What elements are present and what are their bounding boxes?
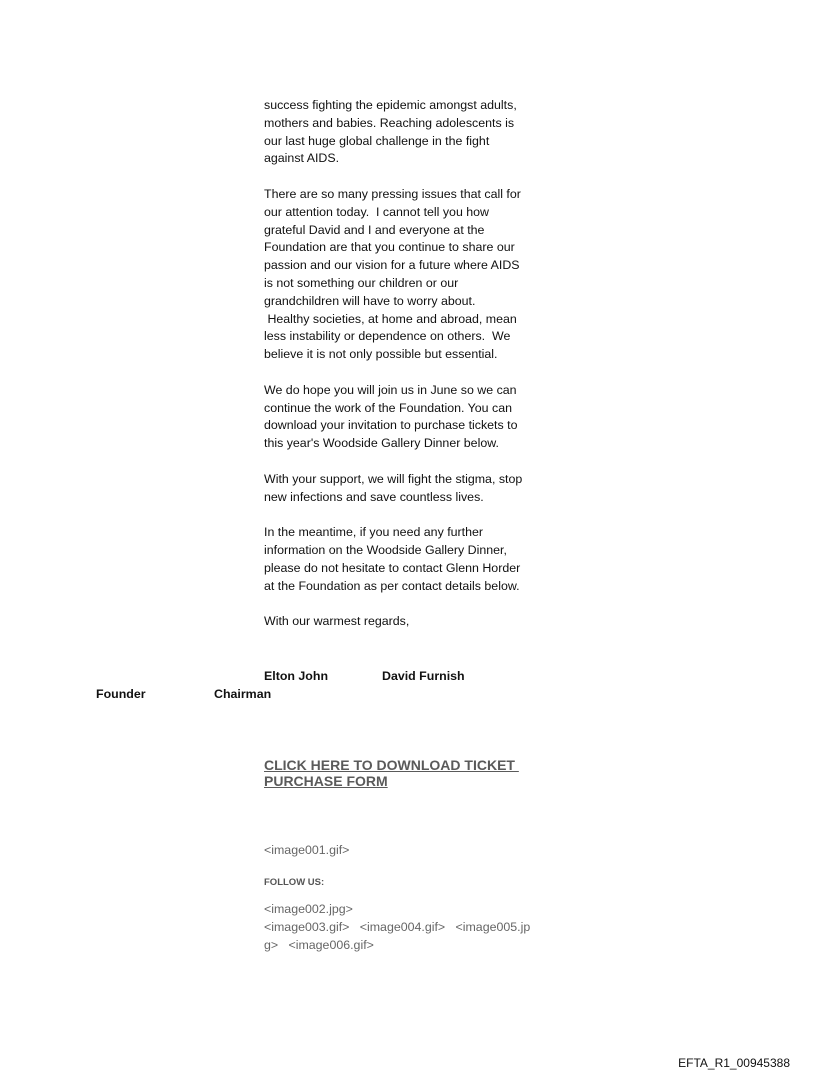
letter-line: grateful David and I and everyone at the xyxy=(264,222,485,237)
letter-line: With your support, we will fight the stigma, stop xyxy=(264,471,523,486)
letter-line: In the meantime, if you need any further xyxy=(264,525,484,540)
letter-line: Healthy societies, at home and abroad, mean xyxy=(264,311,517,326)
letter-line: success fighting the epidemic amongst adults, xyxy=(264,98,517,112)
letter-line: With our warmest regards, xyxy=(264,614,410,629)
paragraph-spacer xyxy=(264,168,564,186)
letter-line: Foundation are that you continue to share our xyxy=(264,240,515,255)
image006-placeholder: g> <image006.gif> xyxy=(264,937,374,952)
letter-line: our last huge global challenge in the fight xyxy=(264,133,490,148)
letter-line: please do not hesitate to contact Glenn Horder xyxy=(264,560,521,575)
image003-005-placeholders: <image003.gif> <image004.gif> <image005.jp xyxy=(264,919,531,934)
letter-line: new infections and save countless lives. xyxy=(264,489,484,504)
letter-line: mothers and babies. Reaching adolescents is xyxy=(264,115,515,130)
letter-line: There are so many pressing issues that call for xyxy=(264,186,521,201)
signature-title-founder: Founder xyxy=(96,687,146,701)
paragraph-spacer xyxy=(264,506,564,524)
letter-line: download your invitation to purchase tickets to xyxy=(264,418,518,433)
letter-line: information on the Woodside Gallery Dinner, xyxy=(264,542,507,557)
letter-body xyxy=(264,97,564,631)
paragraph-spacer xyxy=(264,453,564,471)
letter-line: We do hope you will join us in June so we can xyxy=(264,382,517,397)
download-ticket-form-link[interactable] xyxy=(264,757,519,789)
signature-name-david-furnish: David Furnish xyxy=(382,669,465,683)
image002-placeholder: <image002.jpg> xyxy=(264,902,353,916)
follow-us-label: FOLLOW US: xyxy=(264,877,325,888)
letter-line: continue the work of the Foundation. You can xyxy=(264,400,512,415)
letter-line: is not something our children or our xyxy=(264,275,459,290)
letter-line: at the Foundation as per contact details below. xyxy=(264,578,520,593)
signature-title-chairman: Chairman xyxy=(214,687,272,701)
document-id: EFTA_R1_00945388 xyxy=(678,1056,790,1070)
letter-line: our attention today. I cannot tell you how xyxy=(264,204,490,219)
link-line-1: CLICK HERE TO DOWNLOAD TICKET xyxy=(264,757,519,773)
letter-line: believe it is not only possible but essential. xyxy=(264,347,498,362)
letter-line: against AIDS. xyxy=(264,151,340,166)
signature-name-elton-john: Elton John xyxy=(264,669,329,683)
paragraph-spacer xyxy=(264,364,564,382)
link-line-2: PURCHASE FORM xyxy=(264,773,388,789)
letter-line: grandchildren will have to worry about. xyxy=(264,293,476,308)
paragraph-spacer xyxy=(264,595,564,613)
letter-line: passion and our vision for a future where AIDS xyxy=(264,258,520,273)
letter-line: less instability or dependence on others. We xyxy=(264,329,511,344)
image001-placeholder: <image001.gif> xyxy=(264,843,350,857)
letter-line: this year's Woodside Gallery Dinner below. xyxy=(264,436,499,451)
